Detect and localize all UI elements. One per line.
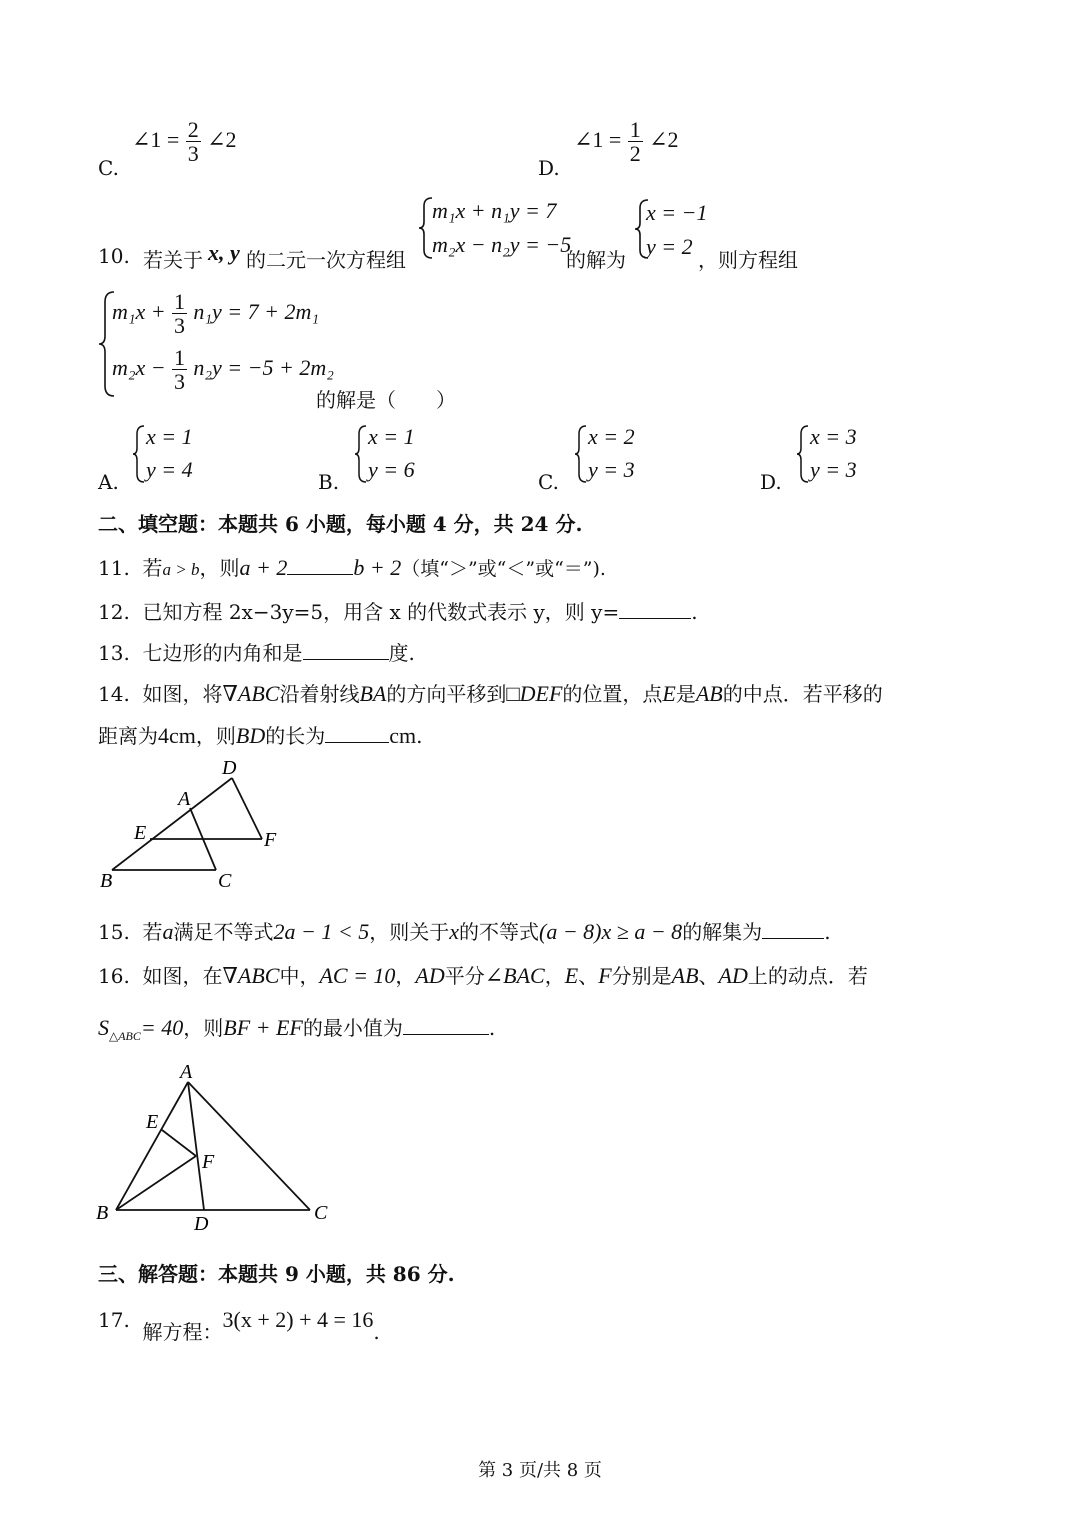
q17-number: 17. bbox=[98, 1308, 130, 1332]
q10-text-e: 的解是（ ） bbox=[316, 388, 456, 412]
segment-ab bbox=[116, 1082, 188, 1210]
q10-number: 10. bbox=[98, 244, 130, 268]
q16-label-b: B bbox=[96, 1202, 109, 1224]
q10-system2-row2: m₂x − $\frac{1}{3}$ n₂y = −5 + 2m₂ bbox=[112, 345, 334, 395]
segment-bf bbox=[116, 1156, 196, 1210]
segment-ad bbox=[188, 1082, 204, 1210]
q10-text-b: 的二元一次方程组 bbox=[246, 248, 406, 272]
q14-label-e: E bbox=[134, 822, 147, 844]
q10-system1-row2: m₂x − n₂y = −5 bbox=[432, 232, 572, 257]
q13-number: 13. bbox=[98, 641, 130, 665]
q14-figure bbox=[90, 752, 290, 892]
q10-option-d-row1: x = 3 bbox=[810, 424, 857, 449]
q16-figure bbox=[88, 1058, 348, 1238]
page-footer: 第 3 页/共 8 页 bbox=[478, 1460, 602, 1481]
q9-option-d-formula: ∠1 = $\frac{1}{2}$ ∠2 bbox=[574, 117, 679, 167]
q12-answer-blank[interactable] bbox=[619, 600, 691, 619]
q14-label-c: C bbox=[218, 870, 232, 892]
segment-ef bbox=[162, 1130, 196, 1156]
q10-option-a-row2: y = 4 bbox=[146, 457, 193, 482]
q10-text-a: 若关于 bbox=[143, 248, 203, 272]
q9-option-c-formula: ∠1 = $\frac{2}{3}$ ∠2 bbox=[132, 117, 237, 167]
q10-option-b-brace bbox=[354, 424, 368, 484]
q13-answer-blank[interactable] bbox=[303, 641, 389, 660]
q10-option-b-row1: x = 1 bbox=[368, 424, 415, 449]
q10-option-c-brace bbox=[574, 424, 588, 484]
q11-answer-blank[interactable] bbox=[287, 556, 353, 575]
q14-line1: 14. 如图，将∇ABC沿着射线BA的方向平移到□DEF的位置，点E是AB的中点．若平移的 bbox=[98, 681, 883, 706]
q15: 15. 若a满足不等式2a − 1 < 5，则关于x的不等式(a − 8)x ≥ a − 8的解集为 . bbox=[98, 919, 831, 944]
q10-option-b-label: B. bbox=[318, 470, 340, 494]
q17-equation: 3(x + 2) + 4 = 16 bbox=[222, 1307, 374, 1332]
q13: 13. 七边形的内角和是 度. bbox=[98, 641, 415, 665]
q10-option-a-label: A. bbox=[98, 470, 119, 494]
q10-option-c-row1: x = 2 bbox=[588, 424, 635, 449]
q10-option-d-brace bbox=[796, 424, 810, 484]
q14-answer-blank[interactable] bbox=[325, 724, 389, 743]
q10-system1-row1: m₁x + n₁y = 7 bbox=[432, 198, 557, 223]
q17: 17. 解方程：3(x + 2) + 4 = 16. bbox=[98, 1307, 380, 1344]
segment-df bbox=[232, 778, 262, 839]
q16-label-e: E bbox=[146, 1111, 159, 1133]
section-3-heading: 三、解答题：本题共 9 小题，共 86 分. bbox=[98, 1262, 455, 1286]
q10-text-c: 的解为 bbox=[566, 248, 626, 272]
q10-option-c-label: C. bbox=[538, 470, 559, 494]
q10-system2-row1: m₁x + $\frac{1}{3}$ n₁y = 7 + 2m₁ bbox=[112, 289, 320, 339]
q16-label-a: A bbox=[180, 1061, 193, 1083]
q15-number: 15. bbox=[98, 920, 130, 944]
section-2-heading: 二、填空题：本题共 6 小题，每小题 4 分，共 24 分. bbox=[98, 512, 583, 536]
segment-bd bbox=[112, 778, 232, 870]
q12: 12. 已知方程 2x−3y=5，用含 x 的代数式表示 y，则 y= . bbox=[98, 600, 698, 624]
q10-text-d: ，则方程组 bbox=[698, 248, 798, 272]
q14-label-d: D bbox=[222, 757, 237, 779]
q10-option-d-row2: y = 3 bbox=[810, 457, 857, 482]
q16-number: 16. bbox=[98, 964, 130, 988]
q11-number: 11. bbox=[98, 556, 130, 580]
q16-label-d: D bbox=[194, 1213, 209, 1235]
q10-solution-row1: x = −1 bbox=[646, 200, 708, 225]
q9-option-c-label: C. bbox=[98, 156, 119, 180]
q14-number: 14. bbox=[98, 682, 130, 706]
q10-option-c-row2: y = 3 bbox=[588, 457, 635, 482]
q16-answer-blank[interactable] bbox=[403, 1016, 489, 1035]
q16-label-c: C bbox=[314, 1202, 328, 1224]
q10-solution-row2: y = 2 bbox=[646, 234, 693, 259]
q16-line2: $S_{\triangle ABC}= 40$，则BF + EF的最小值为 . bbox=[98, 1015, 496, 1043]
q9-option-d-label: D. bbox=[538, 156, 560, 180]
q10-option-a-row1: x = 1 bbox=[146, 424, 193, 449]
q14-line2: 距离为4cm，则BD的长为 cm. bbox=[98, 723, 423, 748]
q12-number: 12. bbox=[98, 600, 130, 624]
q10-option-a-brace bbox=[132, 424, 146, 484]
q14-label-f: F bbox=[264, 829, 277, 851]
q16-line1: 16. 如图，在∇ABC中，AC = 10，AD平分∠BAC，E、F分别是AB、AD上的动点．若 bbox=[98, 963, 868, 988]
q10-vars: x, y bbox=[208, 240, 240, 265]
q10-option-b-row2: y = 6 bbox=[368, 457, 415, 482]
segment-ac bbox=[188, 1082, 310, 1210]
q14-label-b: B bbox=[100, 870, 113, 892]
q15-answer-blank[interactable] bbox=[762, 920, 824, 939]
q14-label-a: A bbox=[178, 788, 191, 810]
q10-option-d-label: D. bbox=[760, 470, 782, 494]
q16-label-f: F bbox=[202, 1151, 215, 1173]
q11: 11. 若a > b，则a + 2 b + 2（填“＞”或“＜”或“＝”). bbox=[98, 555, 606, 580]
